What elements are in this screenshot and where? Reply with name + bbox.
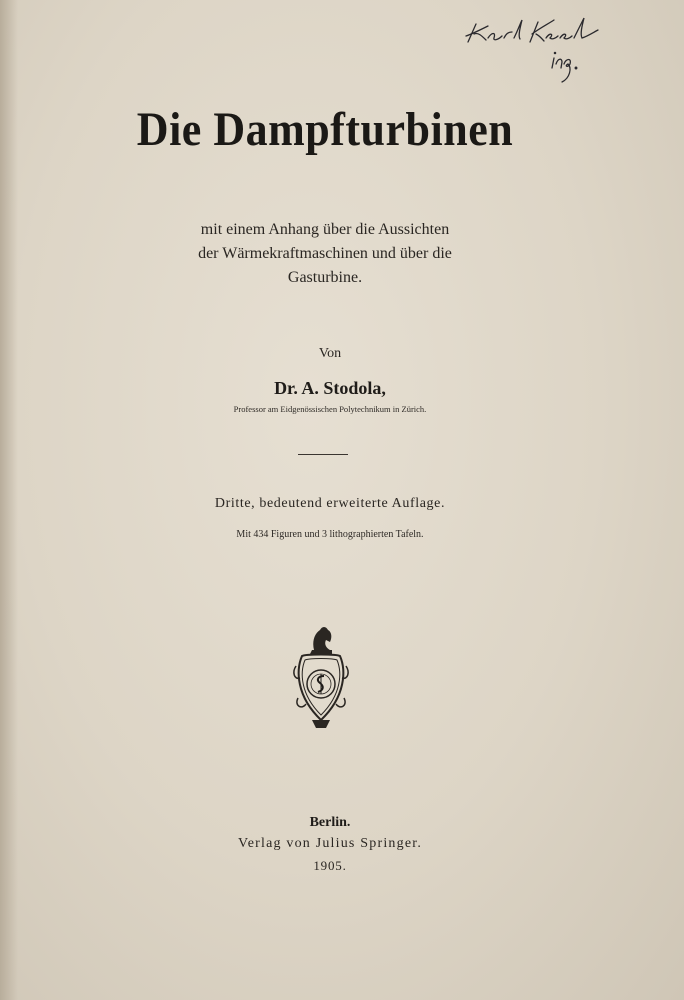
signature-icon [458, 12, 618, 92]
subtitle-line: mit einem Anhang über die Aussichten [200, 221, 450, 238]
subtitle-line: Gasturbine. [287, 269, 363, 286]
subtitle-line: der Wärmekraftmaschinen und über die [198, 245, 452, 262]
author-name-text: Dr. A. Stodola, [274, 378, 386, 398]
divider-rule [298, 454, 348, 455]
author-name [0, 378, 684, 399]
imprint-city-text: Berlin. [309, 815, 351, 830]
imprint-city [0, 815, 684, 831]
author-affiliation-text: Professor am Eidgenössischen Polytechnikum in Zürich. [233, 404, 427, 414]
edition-statement-text: Dritte, bedeutend erweiterte Auflage. [214, 496, 446, 511]
byline-text: Von [318, 346, 342, 361]
handwritten-signature [458, 12, 618, 92]
imprint-publisher-text: Verlag von Julius Springer. [237, 836, 423, 851]
book-title [0, 104, 684, 155]
author-affiliation [0, 404, 684, 414]
byline [0, 346, 684, 362]
imprint-publisher [0, 836, 684, 852]
publisher-emblem [288, 620, 354, 732]
edition-statement [0, 496, 684, 512]
book-title-text: Die Dampfturbinen [136, 103, 514, 156]
imprint-year [0, 858, 684, 874]
book-subtitle [0, 218, 684, 290]
springer-chess-knight-emblem-icon [288, 620, 354, 732]
imprint-year-text: 1905. [313, 858, 347, 873]
figures-note [0, 529, 684, 540]
figures-note-text: Mit 434 Figuren und 3 lithographierten Tafeln. [236, 529, 424, 540]
